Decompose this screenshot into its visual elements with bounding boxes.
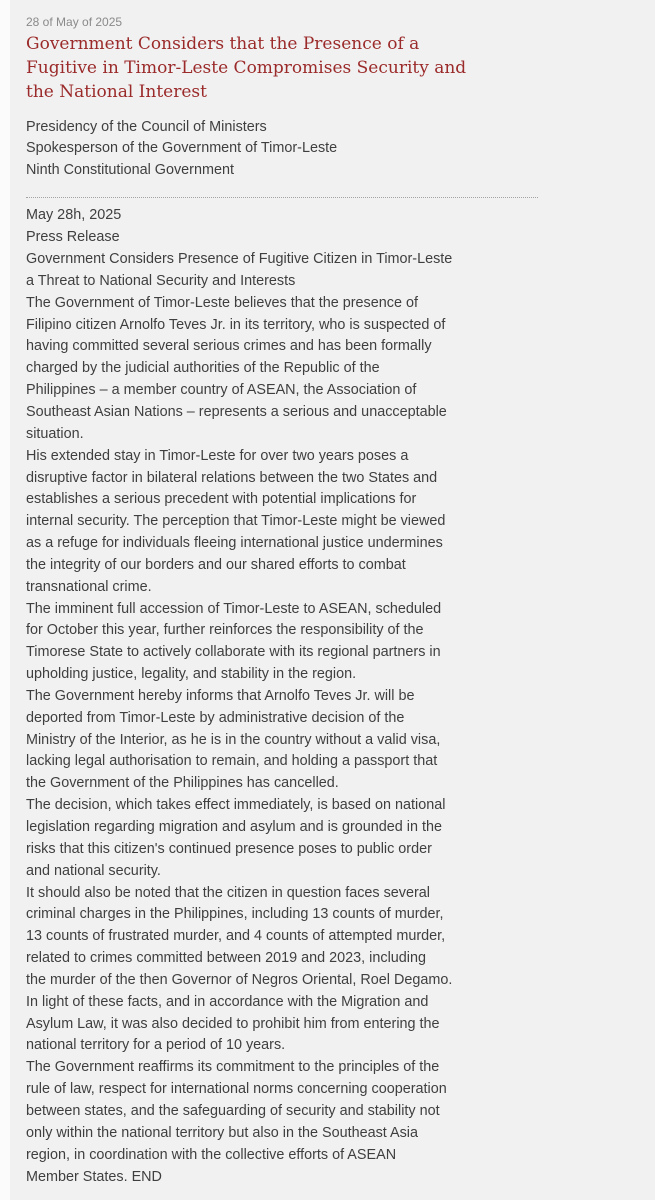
body-text-line: Southeast Asian Nations – represents a serious and unacceptable <box>26 403 447 420</box>
body-text-line: legislation regarding migration and asylum and is grounded in the <box>26 819 442 836</box>
body-text-line: The Government hereby informs that Arnolfo Teves Jr. will be <box>26 687 415 704</box>
body-text-line: the murder of the then Governor of Negros Oriental, Roel Degamo. <box>26 971 453 988</box>
body-text-line: national territory for a period of 10 years. <box>26 1037 286 1054</box>
press-release-document <box>26 14 626 1188</box>
title-line: Government Considers that the Presence of a <box>26 34 420 54</box>
body-text-line: related to crimes committed between 2019 and 2023, including <box>26 950 426 967</box>
body-text-line: region, in coordination with the collective efforts of ASEAN <box>26 1146 397 1163</box>
body-text-line: situation. <box>26 425 84 442</box>
body-text-line: the integrity of our borders and our shared efforts to combat <box>26 556 406 573</box>
org-line: Spokesperson of the Government of Timor-Leste <box>26 140 338 157</box>
body-text-line: between states, and the safeguarding of security and stability not <box>26 1102 440 1119</box>
body-text-line: The decision, which takes effect immediately, is based on national <box>26 797 446 814</box>
body-text-line: The Government of Timor-Leste believes that the presence of <box>26 294 418 311</box>
body-text-line: risks that this citizen's continued presence poses to public order <box>26 840 432 857</box>
body-text-line: His extended stay in Timor-Leste for over two years poses a <box>26 447 409 464</box>
body-text-line: May 28h, 2025 <box>26 207 122 224</box>
body-text-line: as a refuge for individuals fleeing international justice undermines <box>26 535 443 552</box>
org-line: Presidency of the Council of Ministers <box>26 118 267 135</box>
org-line: Ninth Constitutional Government <box>26 161 234 178</box>
body-text-line: charged by the judicial authorities of the Republic of the <box>26 360 380 377</box>
body-text-line: for October this year, further reinforces the responsibility of the <box>26 622 424 639</box>
body-text-line: transnational crime. <box>26 578 152 595</box>
body-text-line: disruptive factor in bilateral relations between the two States and <box>26 469 438 486</box>
body-text-line: Government Considers Presence of Fugitive Citizen in Timor-Leste <box>26 251 453 268</box>
body-text-line: In light of these facts, and in accordance with the Migration and <box>26 993 429 1010</box>
body-text-line: rule of law, respect for international norms concerning cooperation <box>26 1081 447 1098</box>
title-line: Fugitive in Timor-Leste Compromises Security and <box>26 58 467 79</box>
body-text-line: Filipino citizen Arnolfo Teves Jr. in its territory, who is suspected of <box>26 316 446 333</box>
body-text-line: Asylum Law, it was also decided to prohibit him from entering the <box>26 1015 440 1032</box>
body-text-line: Timorese State to actively collaborate with its regional partners in <box>26 644 441 661</box>
body-text-line: deported from Timor-Leste by administrative decision of the <box>26 709 405 726</box>
body-text-line: establishes a serious precedent with potential implications for <box>26 491 417 508</box>
body-text-line: internal security. The perception that Timor-Leste might be viewed <box>26 513 446 530</box>
body-text-line: upholding justice, legality, and stability in the region. <box>26 666 357 683</box>
body-text-line: and national security. <box>26 862 161 879</box>
body-text-line: a Threat to National Security and Interests <box>26 272 296 289</box>
body-text-line: criminal charges in the Philippines, including 13 counts of murder, <box>26 906 444 923</box>
page-left-margin <box>0 0 10 1200</box>
body-text-line: only within the national territory but also in the Southeast Asia <box>26 1124 418 1141</box>
article-title <box>26 32 486 105</box>
body-text-line: lacking legal authorisation to remain, and holding a passport that <box>26 753 438 770</box>
body-text-line: 13 counts of frustrated murder, and 4 counts of attempted murder, <box>26 928 446 945</box>
body-text-line: It should also be noted that the citizen in question faces several <box>26 884 430 901</box>
body-text-line: Press Release <box>26 229 120 246</box>
body-text-line: having committed several serious crimes and has been formally <box>26 338 432 355</box>
body-text-line: Philippines – a member country of ASEAN, the Association of <box>26 382 417 399</box>
publication-date: 28 of May of 2025 <box>26 15 123 29</box>
body-text-line: Member States. END <box>26 1168 162 1185</box>
body-text-line: The Government reaffirms its commitment to the principles of the <box>26 1059 440 1076</box>
body-text-line: Ministry of the Interior, as he is in the country without a valid visa, <box>26 731 441 748</box>
issuing-organization <box>26 117 626 182</box>
press-release-body <box>26 205 546 1188</box>
title-line: the National Interest <box>26 82 207 103</box>
body-text-line: The imminent full accession of Timor-Leste to ASEAN, scheduled <box>26 600 442 617</box>
dotted-divider <box>26 197 538 198</box>
body-text-line: the Government of the Philippines has cancelled. <box>26 775 339 792</box>
